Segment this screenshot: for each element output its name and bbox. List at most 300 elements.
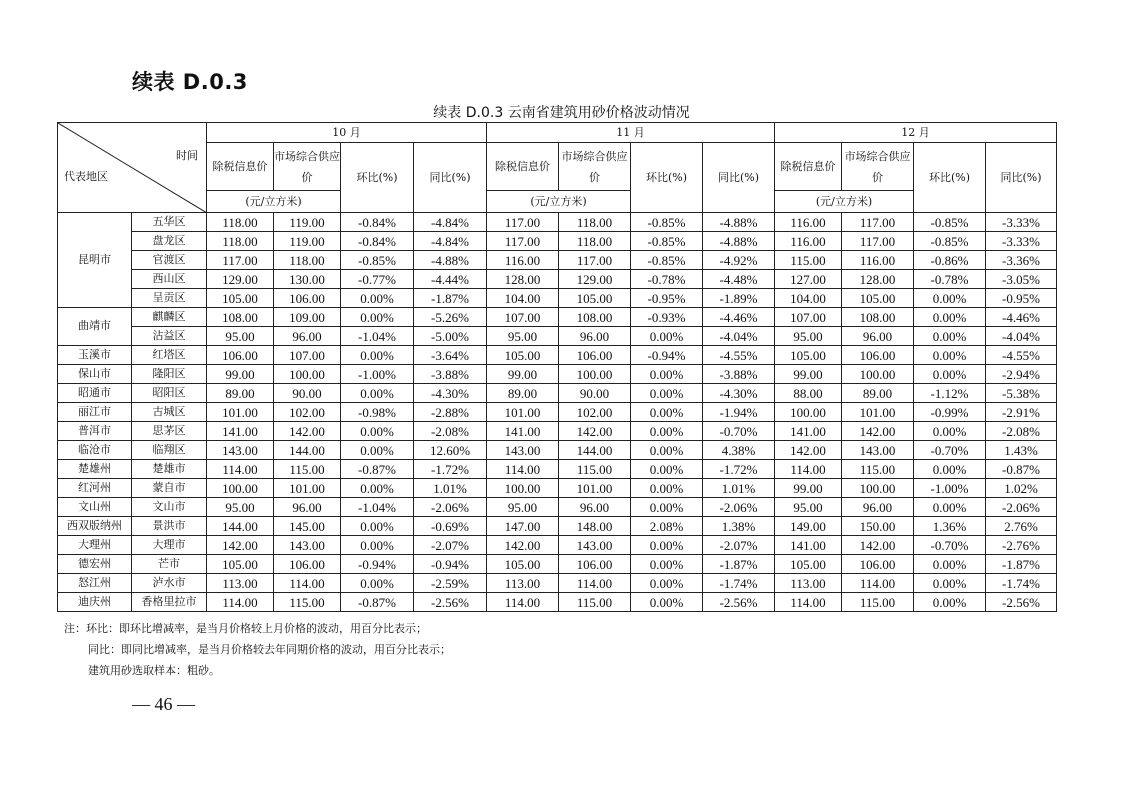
value-cell: 113.00: [775, 574, 842, 593]
value-cell: 108.00: [559, 308, 631, 327]
table-row: [58, 498, 1057, 517]
value-cell: 1.01%: [703, 479, 775, 498]
value-cell: -4.88%: [703, 213, 775, 232]
value-cell: 118.00: [207, 213, 274, 232]
table-row: [58, 536, 1057, 555]
value-cell: 116.00: [775, 213, 842, 232]
value-cell: 0.00%: [914, 365, 986, 384]
col-yoy-oct: 同比(%): [414, 143, 487, 213]
value-cell: -0.85%: [631, 232, 703, 251]
table-row: [58, 460, 1057, 479]
value-cell: -4.92%: [703, 251, 775, 270]
table-row: [58, 270, 1057, 289]
value-cell: -4.44%: [414, 270, 487, 289]
value-cell: 115.00: [274, 460, 341, 479]
value-cell: 0.00%: [631, 384, 703, 403]
value-cell: 105.00: [775, 346, 842, 365]
value-cell: -2.08%: [986, 422, 1057, 441]
value-cell: 118.00: [559, 213, 631, 232]
region-city-cell: 大理州: [58, 536, 132, 555]
unit-label-dec: (元/立方米): [775, 191, 914, 213]
value-cell: -0.87%: [341, 460, 414, 479]
region-city-cell: 保山市: [58, 365, 132, 384]
col-price-ex-tax-nov: 除税信息价: [487, 143, 559, 191]
value-cell: 117.00: [842, 213, 914, 232]
value-cell: -4.04%: [986, 327, 1057, 346]
value-cell: 106.00: [559, 346, 631, 365]
value-cell: 0.00%: [341, 346, 414, 365]
table-row: [58, 289, 1057, 308]
col-mom-dec: 环比(%): [914, 143, 986, 213]
region-district-cell: 芒市: [132, 555, 207, 574]
value-cell: 0.00%: [914, 422, 986, 441]
value-cell: 101.00: [274, 479, 341, 498]
price-table: [57, 122, 1057, 612]
value-cell: 95.00: [207, 498, 274, 517]
unit-label-nov: (元/立方米): [487, 191, 631, 213]
value-cell: 106.00: [559, 555, 631, 574]
value-cell: 108.00: [842, 308, 914, 327]
value-cell: -0.94%: [631, 346, 703, 365]
value-cell: -4.84%: [414, 213, 487, 232]
value-cell: 115.00: [842, 593, 914, 612]
region-district-cell: 大理市: [132, 536, 207, 555]
value-cell: -2.91%: [986, 403, 1057, 422]
value-cell: -0.78%: [631, 270, 703, 289]
value-cell: 0.00%: [914, 593, 986, 612]
table-notes: [64, 618, 451, 681]
value-cell: 144.00: [274, 441, 341, 460]
value-cell: 106.00: [842, 346, 914, 365]
value-cell: 106.00: [207, 346, 274, 365]
region-city-cell: 昆明市: [58, 213, 132, 308]
value-cell: -0.84%: [341, 232, 414, 251]
region-city-cell: 昭通市: [58, 384, 132, 403]
value-cell: -2.94%: [986, 365, 1057, 384]
table-row: [58, 517, 1057, 536]
value-cell: -0.94%: [341, 555, 414, 574]
region-city-cell: 曲靖市: [58, 308, 132, 346]
value-cell: 95.00: [487, 498, 559, 517]
region-district-cell: 沾益区: [132, 327, 207, 346]
value-cell: -0.70%: [703, 422, 775, 441]
value-cell: 1.02%: [986, 479, 1057, 498]
value-cell: -4.46%: [703, 308, 775, 327]
value-cell: 129.00: [559, 270, 631, 289]
table-row: [58, 213, 1057, 232]
value-cell: 147.00: [487, 517, 559, 536]
value-cell: 0.00%: [341, 517, 414, 536]
value-cell: 119.00: [274, 213, 341, 232]
value-cell: -1.89%: [703, 289, 775, 308]
value-cell: 0.00%: [631, 460, 703, 479]
value-cell: -3.33%: [986, 232, 1057, 251]
month-header-nov: 11 月: [487, 123, 775, 143]
table-body: [58, 213, 1057, 612]
value-cell: 142.00: [207, 536, 274, 555]
value-cell: 141.00: [775, 422, 842, 441]
region-district-cell: 泸水市: [132, 574, 207, 593]
month-header-oct: 10 月: [207, 123, 487, 143]
region-district-cell: 呈贡区: [132, 289, 207, 308]
value-cell: 114.00: [274, 574, 341, 593]
region-district-cell: 临翔区: [132, 441, 207, 460]
value-cell: 117.00: [487, 232, 559, 251]
value-cell: 107.00: [487, 308, 559, 327]
value-cell: 142.00: [842, 422, 914, 441]
value-cell: 114.00: [207, 593, 274, 612]
value-cell: -2.07%: [703, 536, 775, 555]
diagonal-header-cell: [58, 123, 207, 213]
region-district-cell: 昭阳区: [132, 384, 207, 403]
value-cell: 149.00: [775, 517, 842, 536]
value-cell: -1.87%: [703, 555, 775, 574]
value-cell: 95.00: [775, 498, 842, 517]
value-cell: 109.00: [274, 308, 341, 327]
region-district-cell: 香格里拉市: [132, 593, 207, 612]
value-cell: 96.00: [842, 498, 914, 517]
value-cell: -4.55%: [703, 346, 775, 365]
value-cell: 0.00%: [631, 422, 703, 441]
value-cell: 115.00: [559, 593, 631, 612]
value-cell: 129.00: [207, 270, 274, 289]
value-cell: -3.64%: [414, 346, 487, 365]
value-cell: 100.00: [775, 403, 842, 422]
value-cell: 100.00: [559, 365, 631, 384]
note-sample: 建筑用砂选取样本：粗砂。: [88, 664, 220, 677]
value-cell: 0.00%: [631, 479, 703, 498]
value-cell: 101.00: [559, 479, 631, 498]
value-cell: 105.00: [775, 555, 842, 574]
value-cell: 142.00: [274, 422, 341, 441]
table-row: [58, 422, 1057, 441]
value-cell: -1.12%: [914, 384, 986, 403]
value-cell: -0.70%: [914, 441, 986, 460]
value-cell: 100.00: [842, 365, 914, 384]
value-cell: -0.87%: [341, 593, 414, 612]
value-cell: -0.93%: [631, 308, 703, 327]
value-cell: -1.87%: [414, 289, 487, 308]
value-cell: -1.72%: [414, 460, 487, 479]
region-district-cell: 隆阳区: [132, 365, 207, 384]
value-cell: 0.00%: [914, 498, 986, 517]
value-cell: 117.00: [487, 213, 559, 232]
value-cell: 101.00: [842, 403, 914, 422]
value-cell: -0.85%: [914, 213, 986, 232]
value-cell: -2.76%: [986, 536, 1057, 555]
value-cell: -0.78%: [914, 270, 986, 289]
value-cell: -3.88%: [414, 365, 487, 384]
value-cell: 105.00: [559, 289, 631, 308]
region-label: 代表地区: [64, 170, 108, 183]
value-cell: 0.00%: [631, 555, 703, 574]
value-cell: -1.00%: [341, 365, 414, 384]
region-district-cell: 盘龙区: [132, 232, 207, 251]
value-cell: -0.86%: [914, 251, 986, 270]
value-cell: 128.00: [842, 270, 914, 289]
value-cell: 0.00%: [914, 308, 986, 327]
table-row: [58, 365, 1057, 384]
value-cell: 89.00: [207, 384, 274, 403]
value-cell: 0.00%: [914, 460, 986, 479]
value-cell: 0.00%: [631, 574, 703, 593]
value-cell: -0.95%: [986, 289, 1057, 308]
value-cell: 114.00: [775, 593, 842, 612]
value-cell: 105.00: [207, 289, 274, 308]
value-cell: 0.00%: [631, 403, 703, 422]
table-row: [58, 555, 1057, 574]
header-row-units: [58, 191, 1057, 213]
value-cell: -0.85%: [341, 251, 414, 270]
value-cell: 141.00: [487, 422, 559, 441]
value-cell: -4.84%: [414, 232, 487, 251]
table-row: [58, 384, 1057, 403]
value-cell: 0.00%: [914, 574, 986, 593]
header-row-months: [58, 123, 1057, 143]
value-cell: 99.00: [487, 365, 559, 384]
value-cell: 107.00: [775, 308, 842, 327]
value-cell: -2.56%: [414, 593, 487, 612]
value-cell: 101.00: [207, 403, 274, 422]
value-cell: -1.74%: [703, 574, 775, 593]
value-cell: -1.04%: [341, 498, 414, 517]
value-cell: 118.00: [559, 232, 631, 251]
value-cell: -4.30%: [414, 384, 487, 403]
value-cell: -4.30%: [703, 384, 775, 403]
value-cell: 1.36%: [914, 517, 986, 536]
value-cell: 100.00: [207, 479, 274, 498]
value-cell: -1.74%: [986, 574, 1057, 593]
value-cell: 115.00: [559, 460, 631, 479]
region-district-cell: 文山市: [132, 498, 207, 517]
value-cell: -1.04%: [341, 327, 414, 346]
value-cell: 105.00: [487, 555, 559, 574]
region-city-cell: 迪庆州: [58, 593, 132, 612]
value-cell: -5.26%: [414, 308, 487, 327]
col-yoy-dec: 同比(%): [986, 143, 1057, 213]
col-mom-oct: 环比(%): [341, 143, 414, 213]
month-header-dec: 12 月: [775, 123, 1057, 143]
region-district-cell: 麒麟区: [132, 308, 207, 327]
value-cell: 2.08%: [631, 517, 703, 536]
value-cell: 116.00: [487, 251, 559, 270]
col-market-price-dec: 市场综合供应价: [842, 143, 914, 191]
value-cell: 90.00: [274, 384, 341, 403]
value-cell: 118.00: [274, 251, 341, 270]
value-cell: 128.00: [487, 270, 559, 289]
value-cell: 0.00%: [631, 498, 703, 517]
value-cell: -1.00%: [914, 479, 986, 498]
value-cell: 105.00: [487, 346, 559, 365]
value-cell: -2.07%: [414, 536, 487, 555]
region-city-cell: 西双版纳州: [58, 517, 132, 536]
value-cell: 2.76%: [986, 517, 1057, 536]
value-cell: -0.85%: [914, 232, 986, 251]
value-cell: 0.00%: [341, 289, 414, 308]
value-cell: 88.00: [775, 384, 842, 403]
value-cell: -3.33%: [986, 213, 1057, 232]
value-cell: -0.98%: [341, 403, 414, 422]
value-cell: 116.00: [842, 251, 914, 270]
value-cell: 117.00: [842, 232, 914, 251]
value-cell: 115.00: [842, 460, 914, 479]
col-price-ex-tax-oct: 除税信息价: [207, 143, 274, 191]
value-cell: 106.00: [274, 555, 341, 574]
value-cell: 150.00: [842, 517, 914, 536]
value-cell: 96.00: [559, 327, 631, 346]
value-cell: -0.85%: [631, 251, 703, 270]
value-cell: 106.00: [842, 555, 914, 574]
value-cell: 102.00: [559, 403, 631, 422]
table-row: [58, 574, 1057, 593]
value-cell: 118.00: [207, 232, 274, 251]
value-cell: 114.00: [559, 574, 631, 593]
region-city-cell: 临沧市: [58, 441, 132, 460]
value-cell: 89.00: [487, 384, 559, 403]
value-cell: 96.00: [842, 327, 914, 346]
table-header: [58, 123, 1057, 213]
table-row: [58, 403, 1057, 422]
value-cell: -2.88%: [414, 403, 487, 422]
value-cell: 143.00: [274, 536, 341, 555]
value-cell: 0.00%: [341, 574, 414, 593]
value-cell: -3.05%: [986, 270, 1057, 289]
value-cell: 0.00%: [914, 555, 986, 574]
table-row: [58, 308, 1057, 327]
region-city-cell: 怒江州: [58, 574, 132, 593]
diagonal-line: [58, 123, 207, 213]
value-cell: 4.38%: [703, 441, 775, 460]
note-yoy: 同比：即同比增减率，是当月价格较去年同期价格的波动，用百分比表示；: [88, 643, 451, 656]
value-cell: 0.00%: [914, 289, 986, 308]
value-cell: 117.00: [559, 251, 631, 270]
header-row-columns: [58, 143, 1057, 191]
section-heading: 续表 D.0.3: [132, 70, 248, 94]
value-cell: -4.48%: [703, 270, 775, 289]
note-mom: 注：环比：即环比增减率，是当月价格较上月价格的波动，用百分比表示；: [64, 622, 427, 635]
value-cell: 143.00: [487, 441, 559, 460]
value-cell: 1.43%: [986, 441, 1057, 460]
value-cell: 143.00: [842, 441, 914, 460]
value-cell: 0.00%: [631, 365, 703, 384]
table-row: [58, 441, 1057, 460]
value-cell: 0.00%: [341, 308, 414, 327]
value-cell: -2.56%: [703, 593, 775, 612]
value-cell: 107.00: [274, 346, 341, 365]
region-district-cell: 红塔区: [132, 346, 207, 365]
value-cell: 0.00%: [341, 422, 414, 441]
value-cell: -0.84%: [341, 213, 414, 232]
value-cell: 1.38%: [703, 517, 775, 536]
value-cell: -1.72%: [703, 460, 775, 479]
value-cell: 105.00: [842, 289, 914, 308]
value-cell: 127.00: [775, 270, 842, 289]
value-cell: 115.00: [775, 251, 842, 270]
value-cell: 0.00%: [341, 384, 414, 403]
value-cell: -0.69%: [414, 517, 487, 536]
value-cell: -2.06%: [986, 498, 1057, 517]
value-cell: 104.00: [775, 289, 842, 308]
value-cell: 114.00: [487, 593, 559, 612]
value-cell: 114.00: [207, 460, 274, 479]
value-cell: 130.00: [274, 270, 341, 289]
value-cell: -0.87%: [986, 460, 1057, 479]
region-district-cell: 蒙自市: [132, 479, 207, 498]
value-cell: -0.70%: [914, 536, 986, 555]
value-cell: 102.00: [274, 403, 341, 422]
table-row: [58, 251, 1057, 270]
value-cell: -2.06%: [414, 498, 487, 517]
region-city-cell: 文山州: [58, 498, 132, 517]
value-cell: 104.00: [487, 289, 559, 308]
value-cell: 148.00: [559, 517, 631, 536]
value-cell: 0.00%: [914, 327, 986, 346]
table-row: [58, 232, 1057, 251]
col-market-price-nov: 市场综合供应价: [559, 143, 631, 191]
value-cell: -4.88%: [703, 232, 775, 251]
value-cell: -4.04%: [703, 327, 775, 346]
value-cell: 0.00%: [631, 593, 703, 612]
value-cell: 142.00: [842, 536, 914, 555]
value-cell: -0.94%: [414, 555, 487, 574]
value-cell: -0.77%: [341, 270, 414, 289]
value-cell: 95.00: [487, 327, 559, 346]
value-cell: 114.00: [487, 460, 559, 479]
table-row: [58, 346, 1057, 365]
time-label: 时间: [176, 149, 198, 162]
value-cell: 143.00: [559, 536, 631, 555]
value-cell: 142.00: [775, 441, 842, 460]
value-cell: 96.00: [274, 327, 341, 346]
value-cell: 0.00%: [631, 441, 703, 460]
value-cell: 113.00: [207, 574, 274, 593]
value-cell: 95.00: [775, 327, 842, 346]
value-cell: 101.00: [487, 403, 559, 422]
value-cell: 106.00: [274, 289, 341, 308]
region-district-cell: 五华区: [132, 213, 207, 232]
value-cell: -1.87%: [986, 555, 1057, 574]
value-cell: 0.00%: [341, 536, 414, 555]
region-district-cell: 景洪市: [132, 517, 207, 536]
value-cell: -4.46%: [986, 308, 1057, 327]
value-cell: 105.00: [207, 555, 274, 574]
value-cell: 0.00%: [341, 441, 414, 460]
value-cell: -2.59%: [414, 574, 487, 593]
value-cell: 0.00%: [914, 346, 986, 365]
region-city-cell: 玉溪市: [58, 346, 132, 365]
value-cell: -2.06%: [703, 498, 775, 517]
value-cell: 142.00: [559, 422, 631, 441]
region-district-cell: 古城区: [132, 403, 207, 422]
value-cell: 141.00: [207, 422, 274, 441]
value-cell: 115.00: [274, 593, 341, 612]
value-cell: -2.08%: [414, 422, 487, 441]
value-cell: 96.00: [274, 498, 341, 517]
value-cell: 114.00: [842, 574, 914, 593]
value-cell: -2.56%: [986, 593, 1057, 612]
value-cell: 89.00: [842, 384, 914, 403]
value-cell: 142.00: [487, 536, 559, 555]
value-cell: 100.00: [274, 365, 341, 384]
value-cell: 1.01%: [414, 479, 487, 498]
region-city-cell: 德宏州: [58, 555, 132, 574]
unit-label-oct: (元/立方米): [207, 191, 341, 213]
value-cell: 145.00: [274, 517, 341, 536]
value-cell: 0.00%: [631, 327, 703, 346]
region-city-cell: 普洱市: [58, 422, 132, 441]
value-cell: 96.00: [559, 498, 631, 517]
col-yoy-nov: 同比(%): [703, 143, 775, 213]
